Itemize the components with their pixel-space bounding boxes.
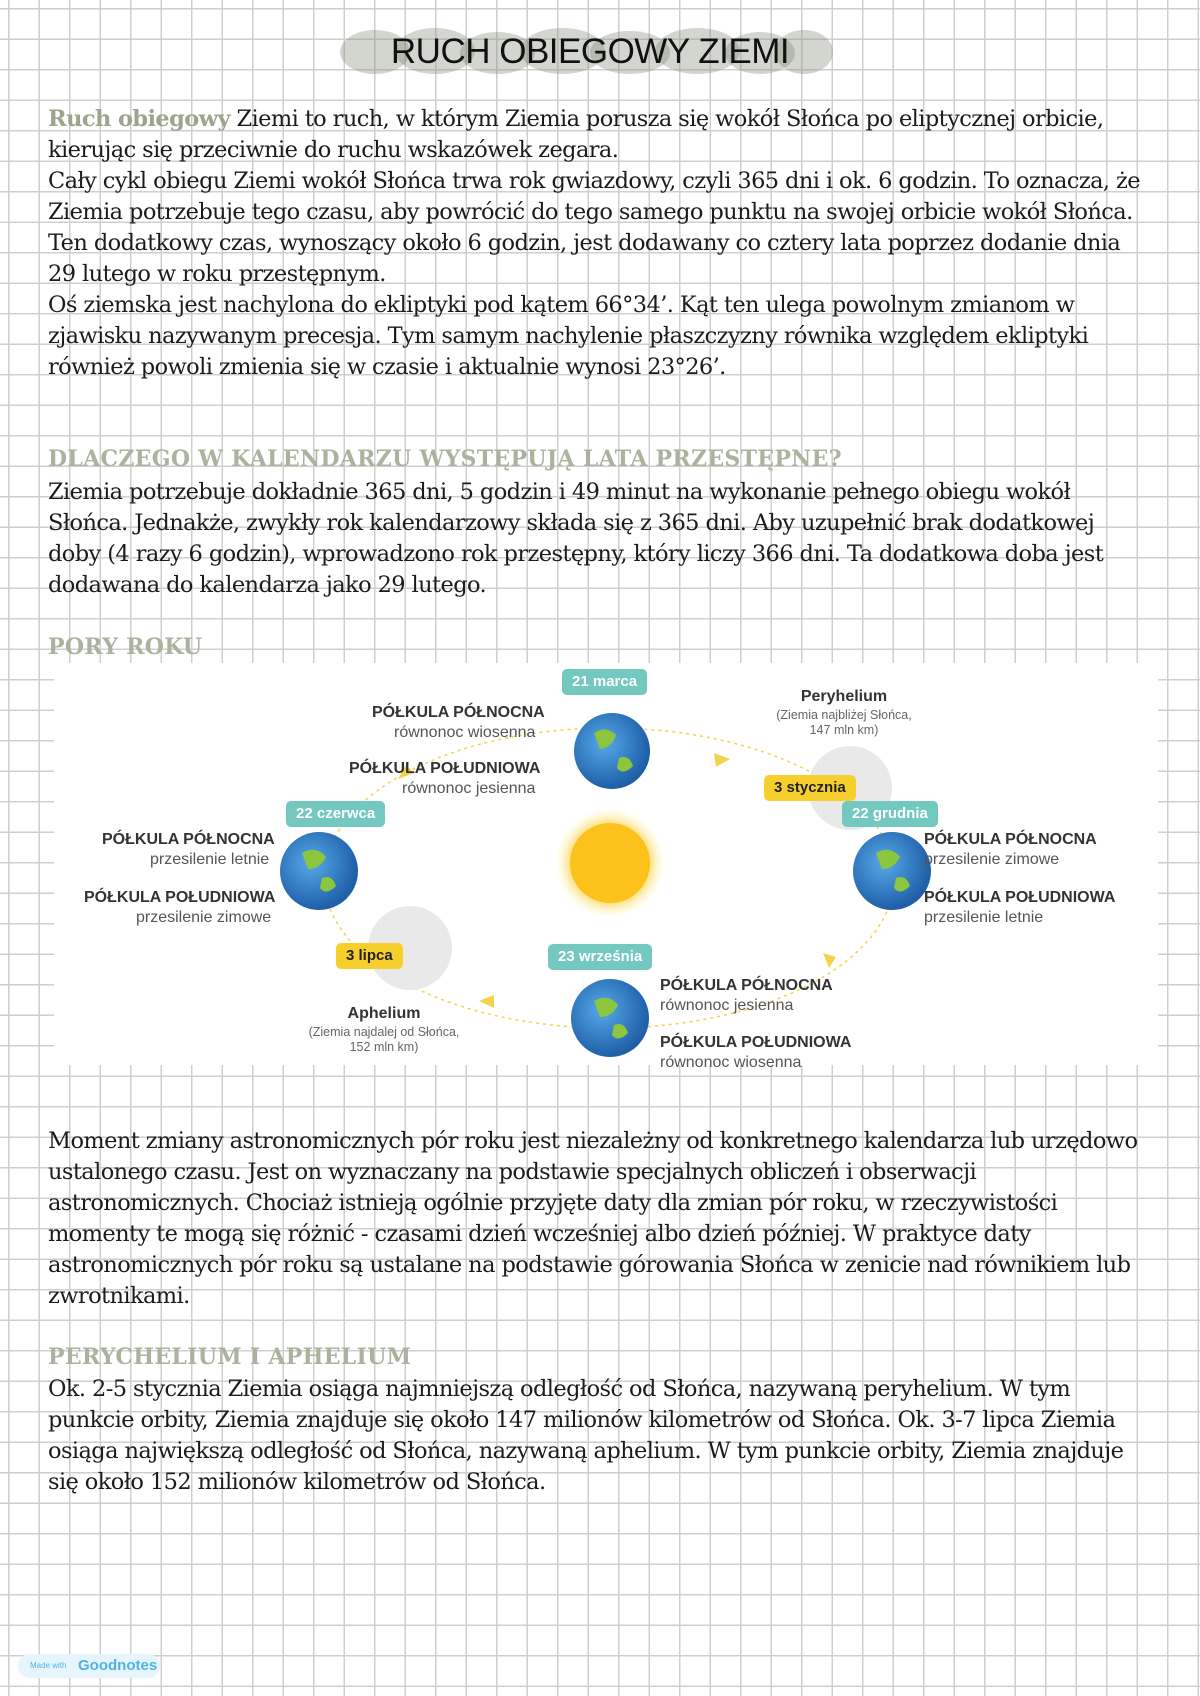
september-date: 23 września bbox=[548, 944, 652, 970]
intro-lead: Ruch obiegowy bbox=[48, 106, 230, 132]
intro-line: Oś ziemska jest nachylona do ekliptyki pod kątem 66°34’. Kąt ten ulega powolnym zmianom w zjawisku nazywanym precesja. Tym samym nachylenie płaszczyzny równika względem ekliptyki również powoli zmienia się w czasie i aktualnie wynosi 23°26’. bbox=[48, 292, 1089, 380]
seasons-diagram bbox=[54, 663, 1158, 1071]
goodnotes-badge bbox=[18, 1654, 160, 1678]
september-hemi-south: PÓŁKULA POŁUDNIOWA bbox=[660, 1034, 852, 1051]
december-hemi-north: PÓŁKULA PÓŁNOCNA bbox=[924, 831, 1097, 848]
perihelion-text: Ok. 2-5 stycznia Ziemia osiąga najmniejszą odległość od Słońca, nazywaną peryhelium. W tym punkcie orbity, Ziemia znajduje się około 147 milionów kilometrów od Słońca. Ok. 3-7 lipca Ziemia osiąga największą odległość od Słońca, nazywaną aphelium. W tym punkcie orbity, Ziemia znajduje się około 152 milionów kilometrów od Słońca. bbox=[48, 1376, 1124, 1495]
march-hemi-north: PÓŁKULA PÓŁNOCNA bbox=[372, 704, 545, 721]
december-north-sub: przesilenie zimowe bbox=[924, 851, 1060, 868]
march-hemi-south: PÓŁKULA POŁUDNIOWA bbox=[349, 760, 541, 777]
june-north-sub: przesilenie letnie bbox=[150, 851, 270, 868]
earth-icon bbox=[574, 713, 650, 789]
orbit-arrow bbox=[714, 753, 730, 767]
perihelion-note: (Ziemia najbliżej Słońca, bbox=[776, 708, 912, 722]
aphelion-distance: 152 mln km) bbox=[349, 1040, 419, 1054]
intro-line: Cały cykl obiegu Ziemi wokół Słońca trwa rok gwiazdowy, czyli 365 dni i ok. 6 godzin. To oznacza, że Ziemia potrzebuje tego czasu, aby powrócić do tego samego punktu na swojej orbicie wokół Słońca. Ten dodatkowy czas, wynoszący około 6 godzin, jest dodawany co cztery lata poprzez dodanie dnia 29 lutego w roku przestępnym. bbox=[48, 168, 1140, 287]
intro-line: Ziemi to ruch, w którym Ziemia porusza się wokół Słońca po eliptycznej orbicie, kierując się przeciwnie do ruchu wskazówek zegara. bbox=[48, 106, 1104, 163]
march-date: 21 marca bbox=[562, 669, 647, 695]
intro-paragraph bbox=[48, 104, 1153, 166]
orbit-arrow bbox=[479, 995, 494, 1008]
june-south-sub: przesilenie zimowe bbox=[136, 909, 272, 926]
perihelion-name: Peryhelium bbox=[800, 688, 888, 705]
march-north-sub: równonoc wiosenna bbox=[394, 724, 536, 741]
december-hemi-south: PÓŁKULA POŁUDNIOWA bbox=[924, 889, 1116, 906]
june-hemi-north: PÓŁKULA PÓŁNOCNA bbox=[102, 831, 275, 848]
earth-icon bbox=[853, 832, 931, 910]
earth-icon bbox=[280, 832, 358, 910]
seasons-section bbox=[48, 1126, 1153, 1312]
december-date: 22 grudnia bbox=[842, 801, 938, 827]
aphelion-date: 3 lipca bbox=[336, 943, 403, 969]
aphelion-note: (Ziemia najdalej od Słońca, bbox=[308, 1025, 460, 1039]
december-south-sub: przesilenie letnie bbox=[924, 909, 1044, 926]
orbit-arrow bbox=[823, 953, 836, 968]
perihelion-date: 3 stycznia bbox=[764, 775, 856, 801]
march-south-sub: równonoc jesienna bbox=[402, 780, 536, 797]
perihelion-section bbox=[48, 1374, 1153, 1498]
perihelion-distance: 147 mln km) bbox=[809, 723, 879, 737]
earth-icon bbox=[571, 979, 649, 1057]
sun-core bbox=[570, 823, 650, 903]
badge-made-with: Made with bbox=[30, 1661, 67, 1670]
seasons-text: Moment zmiany astronomicznych pór roku jest niezależny od konkretnego kalendarza lub urzędowo ustalonego czasu. Jest on wyznaczany na podstawie specjalnych obliczeń i obserwacji astronomicznych. Chociaż istnieją ogólnie przyjęte daty dla zmian pór roku, w rzeczywistości momenty te mogą się różnić - czasami dzień wcześniej albo dzień później. W praktyce daty astronomicznych pór roku są ustalane na podstawie górowania Słońca w zenicie nad równikiem lub zwrotnikami. bbox=[48, 1128, 1138, 1309]
leap-section bbox=[48, 477, 1153, 601]
seasons-heading: PORY ROKU bbox=[48, 634, 203, 660]
intro-section bbox=[48, 104, 1153, 383]
title-area bbox=[340, 28, 840, 80]
badge-brand: Goodnotes bbox=[78, 1657, 158, 1674]
perihelion-heading: PERYCHELIUM I APHELIUM bbox=[48, 1344, 412, 1370]
june-hemi-south: PÓŁKULA POŁUDNIOWA bbox=[84, 889, 276, 906]
september-south-sub: równonoc wiosenna bbox=[660, 1054, 802, 1071]
september-hemi-north: PÓŁKULA PÓŁNOCNA bbox=[660, 977, 833, 994]
june-date: 22 czerwca bbox=[286, 801, 385, 827]
leap-text: Ziemia potrzebuje dokładnie 365 dni, 5 godzin i 49 minut na wykonanie pełnego obiegu wokół Słońca. Jednakże, zwykły rok kalendarzowy składa się z 365 dni. Aby uzupełnić brak dodatkowej doby (4 razy 6 godzin), wprowadzono rok przestępny, który liczy 366 dni. Ta dodatkowa doba jest dodawana do kalendarza jako 29 lutego. bbox=[48, 479, 1104, 598]
leap-heading: DLACZEGO W KALENDARZU WYSTĘPUJĄ LATA PRZESTĘPNE? bbox=[48, 446, 842, 472]
page-title: RUCH OBIEGOWY ZIEMI bbox=[390, 32, 790, 71]
aphelion-name: Aphelium bbox=[347, 1005, 421, 1022]
september-north-sub: równonoc jesienna bbox=[660, 997, 794, 1014]
